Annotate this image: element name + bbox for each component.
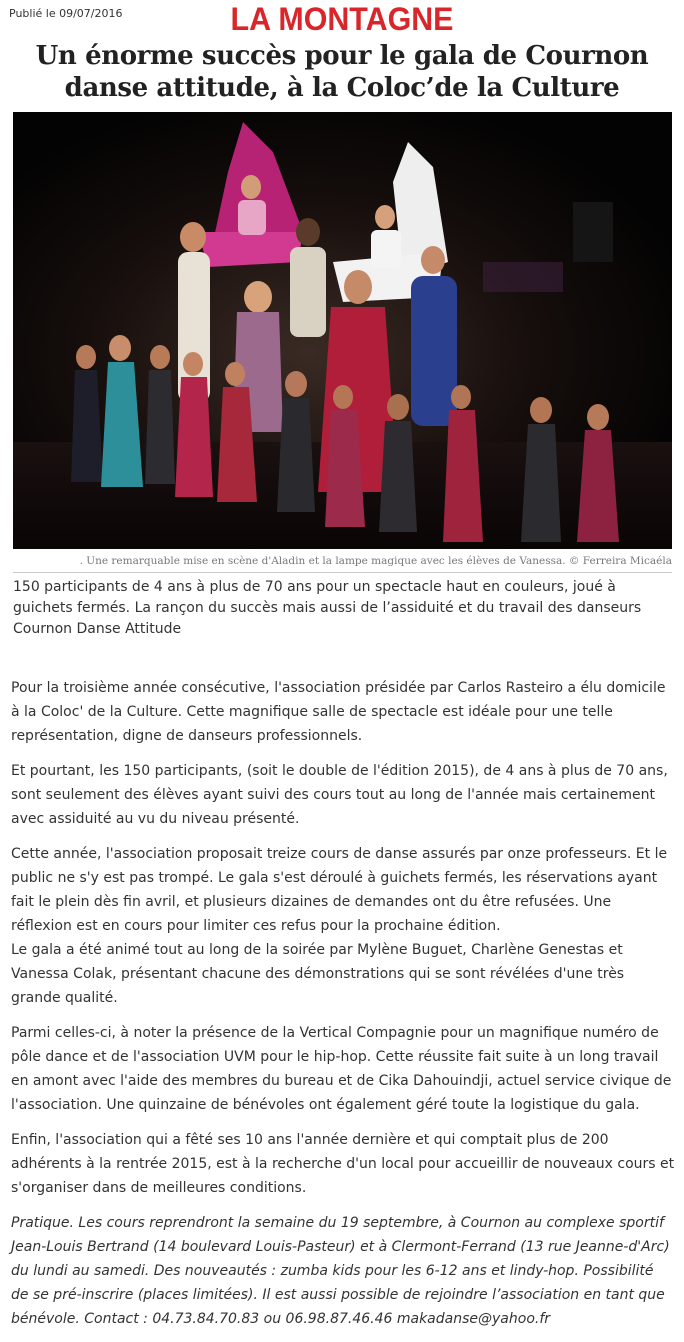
article-title-line-1: Un énorme succès pour le gala de Cournon [35,41,649,71]
publication-date: Publié le 09/07/2016 [9,7,123,20]
article-title [0,40,684,104]
article-paragraph: Cette année, l'association proposait treize cours de danse assurés par onze professeurs. Et le public ne s'y est pas trompé. Le gala s'est déroulé à guichets fermés, les réservations ayant fait le plein dès fin avril, et plusieurs dizaines de demandes ont du être refusées. Une réflexion est en cours pour limiter ces refus pour la prochaine édition. [11,846,668,934]
article-paragraph: Le gala a été animé tout au long de la soirée par Mylène Buguet, Charlène Genestas et Vanessa Colak, présentant chacune des démonstrations qui se sont révélées d'une très grande qualité. [11,942,625,1006]
article-paragraph: Parmi celles-ci, à noter la présence de la Vertical Compagnie pour un magnifique numéro de pôle dance et de l'association UVM pour le hip-hop. Cette réussite fait suite à un long travail en amont avec l'aide des membres du bureau et de Cika Dahouindji, actuel service civique de l'association. Une quinzaine de bénévoles ont également géré toute la logistique du gala. [11,1025,672,1113]
practical-info-paragraph: Pratique. Les cours reprendront la semaine du 19 septembre, à Cournon au complexe sportif Jean-Louis Bertrand (14 boulevard Louis-Pasteur) et à Clermont-Ferrand (13 rue Jeanne-d'Arc) du lundi au samedi. Des nouveautés : zumba kids pour les 6-12 ans et lindy-hop. Possibilité de se pré-inscrire (places limitées). Il est aussi possible de rejoindre l’association en tant que bénévole. Contact : 04.73.84.70.83 ou 06.98.87.46.46 makadanse@yahoo.fr [11,1215,670,1327]
article-title-line-2: danse attitude, à la Coloc’de la Culture [64,73,620,103]
article-photo [13,112,672,549]
article-body [11,676,675,1342]
dance-stage-photo-image [13,112,672,549]
article-paragraph: Pour la troisième année consécutive, l'association présidée par Carlos Rasteiro a élu domicile à la Coloc' de la Culture. Cette magnifique salle de spectacle est idéale pour une telle représentation, digne de danseurs professionnels. [11,680,666,744]
article-paragraph: Et pourtant, les 150 participants, (soit le double de l'édition 2015), de 4 ans à plus de 70 ans, sont seulement des élèves ayant suivi des cours tout au long de l'année mais certainement avec assiduité au vu du niveau présenté. [11,763,668,827]
article-paragraph: Enfin, l'association qui a fêté ses 10 ans l'année dernière et qui comptait plus de 200 adhérents à la rentrée 2015, est à la recherche d'un local pour accueillir de nouveaux cours et s'organiser dans de meilleures conditions. [11,1132,675,1196]
photo-caption: . Une remarquable mise en scène d'Aladin et la lampe magique avec les élèves de Vanessa. © Ferreira Micaéla [79,555,672,567]
article-lead: 150 participants de 4 ans à plus de 70 ans pour un spectacle haut en couleurs, joué à guichets fermés. La rançon du succès mais aussi de l’assiduité et du travail des danseurs Cournon Danse Attitude [13,579,642,637]
newspaper-masthead: LA MONTAGNE [230,1,454,37]
caption-divider [13,572,672,573]
